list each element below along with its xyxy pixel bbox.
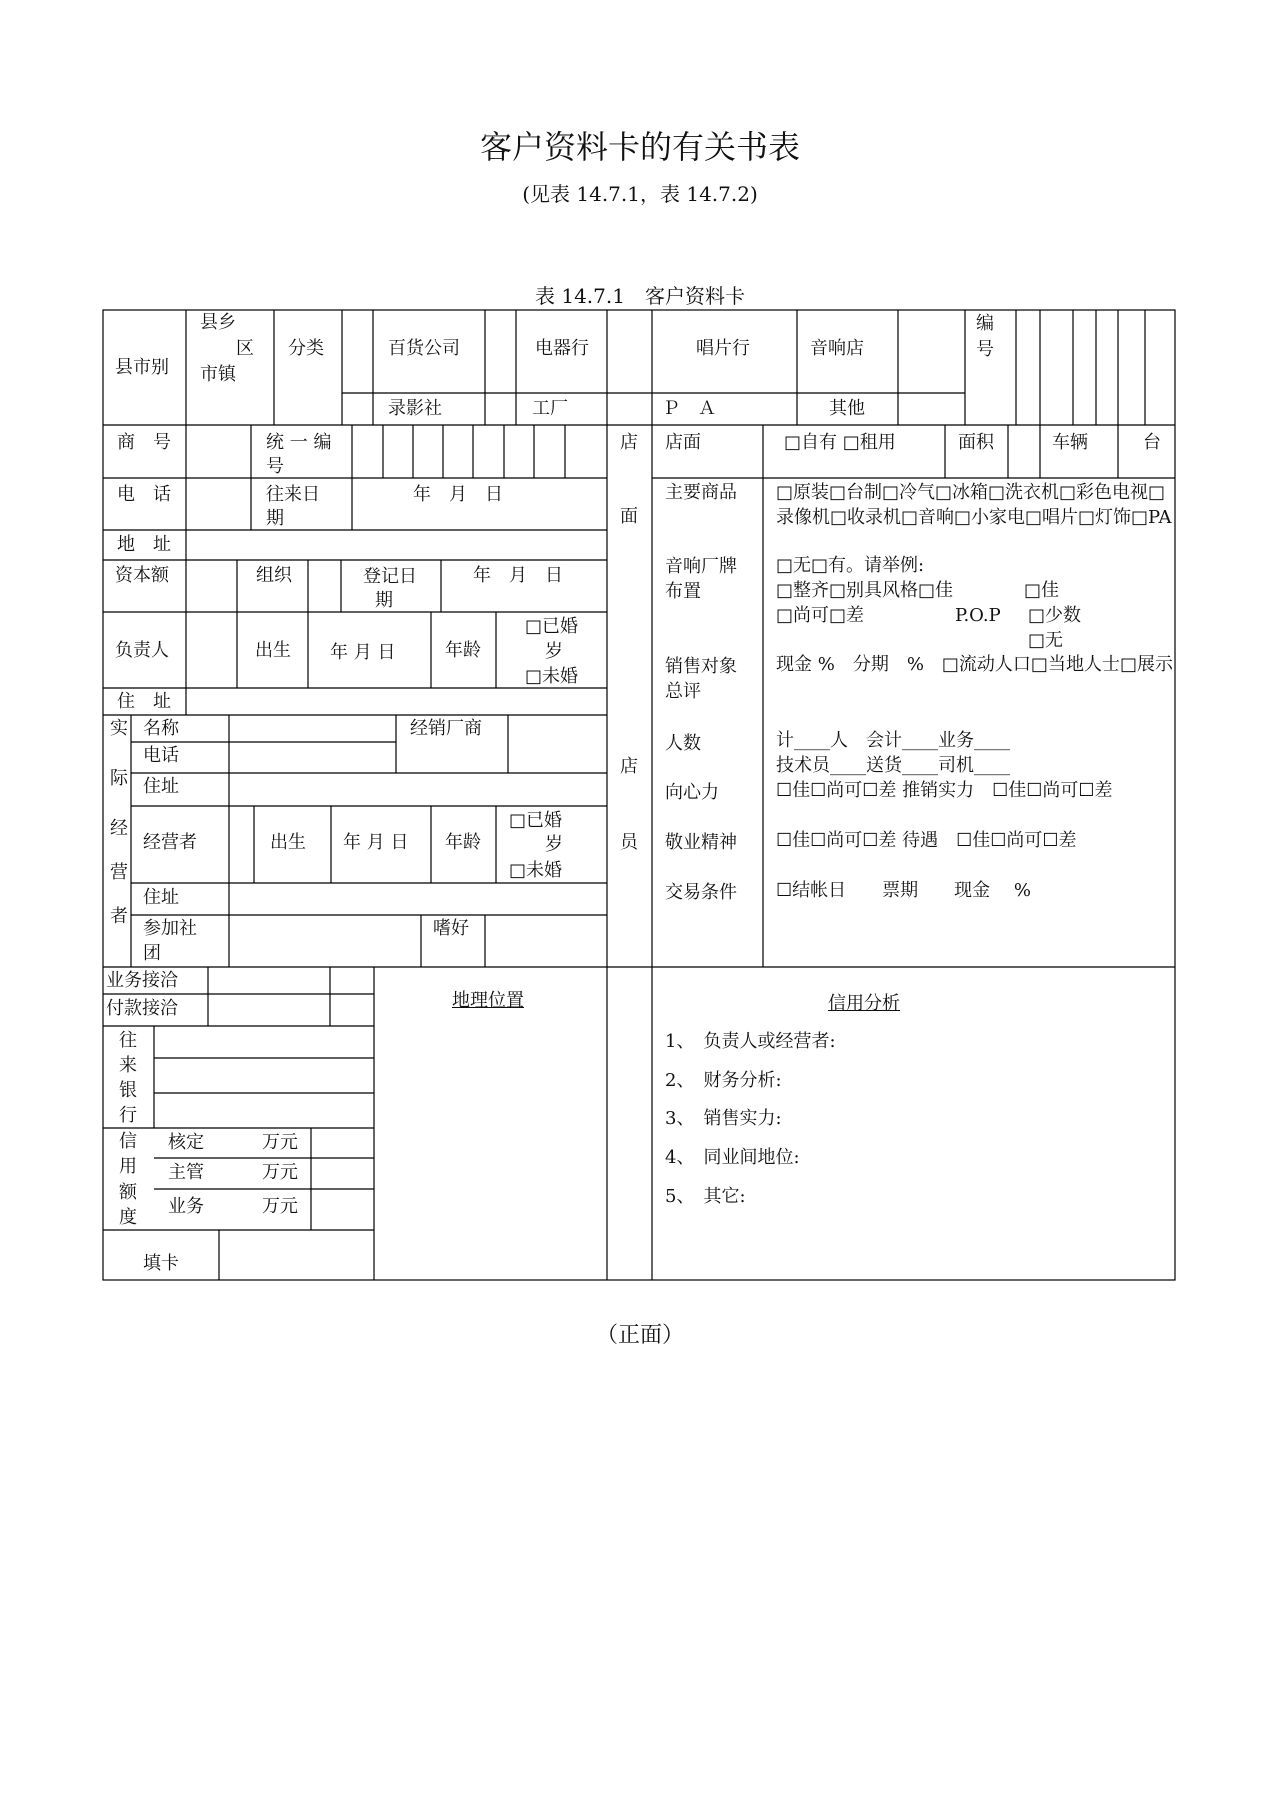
main-goods-label: 主要商品 <box>665 482 737 503</box>
audio-shop-option: 音响店 <box>810 338 864 359</box>
own-rent-checkboxes[interactable]: □自有 □租用 <box>784 432 896 453</box>
actual-operator-char-4: 营 <box>110 862 128 883</box>
operator-birth-label: 出生 <box>270 832 306 853</box>
trade-name-label: 商 号 <box>117 432 171 453</box>
operator-phone-label: 电话 <box>143 745 179 766</box>
dedication-options[interactable]: ☐佳☐尚可☐差 待遇 ☐佳☐尚可☐差 <box>776 830 1077 851</box>
trade-terms-options[interactable]: ☐结帐日 票期 现金 % <box>776 880 1031 901</box>
credit-char-4: 度 <box>119 1207 137 1228</box>
credit-char-3: 额 <box>119 1182 137 1203</box>
headcount-line-1: 计____人 会计____业务____ <box>776 730 1010 751</box>
credit-char-2: 用 <box>119 1156 137 1177</box>
bank-char-1: 往 <box>119 1030 137 1051</box>
pop-few-checkbox[interactable]: □少数 <box>1028 605 1082 626</box>
other-option: 其他 <box>829 398 865 419</box>
operator-birth-ymd: 年 月 日 <box>343 832 409 853</box>
actual-operator-char-2: 际 <box>110 768 128 789</box>
county-label: 县市别 <box>115 357 169 378</box>
address-label: 地 址 <box>117 534 171 555</box>
loyalty-label: 向心力 <box>665 782 719 803</box>
operator-age-label: 年龄 <box>445 832 481 853</box>
sales-target-label-b: 总评 <box>665 681 701 702</box>
capital-label: 资本额 <box>115 565 169 586</box>
unified-number-label-b: 号 <box>266 456 284 477</box>
vehicle-label: 车辆 <box>1052 432 1088 453</box>
hobby-label: 嗜好 <box>433 918 469 939</box>
pop-label: P.O.P <box>955 605 1001 626</box>
credit-analysis-item-4: 4、 同业间地位: <box>665 1147 800 1168</box>
staff-vertical-1: 店 <box>620 756 638 777</box>
front-side-label: （正面） <box>595 1323 684 1348</box>
brand-label-a: 音响厂牌 <box>665 556 737 577</box>
principal-label: 负责人 <box>115 640 169 661</box>
organization-label: 组织 <box>256 565 292 586</box>
town-label-c: 市镇 <box>200 364 236 385</box>
layout-quality-2[interactable]: □尚可□差 <box>776 605 865 626</box>
business-contact-label: 业务接洽 <box>106 970 178 991</box>
actual-operator-char-5: 者 <box>110 906 128 927</box>
credit-analysis-item-5: 5、 其它: <box>665 1186 746 1207</box>
video-option: 录影社 <box>388 398 442 419</box>
approved-label: 核定 <box>168 1132 204 1153</box>
manager-label: 主管 <box>168 1162 204 1183</box>
trade-terms-label: 交易条件 <box>665 882 737 903</box>
location-heading: 地理位置 <box>452 990 524 1011</box>
loyalty-options[interactable]: ☐佳☐尚可☐差 推销实力 ☐佳☐尚可☐差 <box>776 780 1113 801</box>
principal-unmarried-checkbox[interactable]: □未婚 <box>525 666 579 687</box>
brand-presence[interactable]: □无□有。请举例: <box>776 555 925 576</box>
number-label-b: 号 <box>976 339 994 360</box>
layout-quality[interactable]: □整齐□别具风格□佳 <box>776 580 954 601</box>
residence-label: 住 址 <box>117 691 171 712</box>
registration-date-ymd: 年 月 日 <box>473 565 563 586</box>
actual-operator-char-3: 经 <box>110 818 128 839</box>
table-caption: 表 14.7.1 客户资料卡 <box>535 284 745 308</box>
registration-date-label-b: 期 <box>375 590 393 611</box>
bank-char-2: 来 <box>119 1055 137 1076</box>
town-label-a: 县乡 <box>200 312 236 333</box>
storefront-label: 店面 <box>665 432 701 453</box>
record-shop-option: 唱片行 <box>696 338 750 359</box>
pa-option: Ｐ Ａ <box>662 398 716 419</box>
contact-date-label-b: 期 <box>266 508 284 529</box>
business-unit: 万元 <box>262 1196 298 1217</box>
registration-date-label-a: 登记日 <box>363 566 417 587</box>
credit-analysis-item-1: 1、 负责人或经营者: <box>665 1031 836 1052</box>
dealer-label: 经销厂商 <box>410 718 482 739</box>
dedication-label: 敬业精神 <box>665 832 737 853</box>
operator-name-label: 名称 <box>143 718 179 739</box>
principal-age-unit: 岁 <box>545 641 563 662</box>
operator-married-checkbox[interactable]: □已婚 <box>509 810 563 831</box>
operator-label: 经营者 <box>143 832 197 853</box>
main-goods-options-1[interactable]: □原装□台制□冷气□冰箱□洗衣机□彩色电视□ <box>776 482 1166 503</box>
credit-analysis-heading: 信用分析 <box>828 993 900 1014</box>
club-label-b: 团 <box>143 943 161 964</box>
contact-date-ymd: 年 月 日 <box>413 484 503 505</box>
payment-contact-label: 付款接洽 <box>106 998 178 1019</box>
unified-number-label-a: 统 一 编 <box>266 432 332 453</box>
filler-label: 填卡 <box>143 1253 179 1274</box>
approved-unit: 万元 <box>262 1132 298 1153</box>
brand-label-b: 布置 <box>665 581 701 602</box>
manager-unit: 万元 <box>262 1162 298 1183</box>
operator-unmarried-checkbox[interactable]: □未婚 <box>509 860 563 881</box>
town-label-b: 区 <box>236 338 254 359</box>
vehicle-unit: 台 <box>1143 432 1161 453</box>
number-label-a: 编 <box>976 313 994 334</box>
principal-age-label: 年龄 <box>445 640 481 661</box>
category-label: 分类 <box>288 338 324 359</box>
phone-label: 电 话 <box>117 484 171 505</box>
contact-date-label-a: 往来日 <box>266 484 320 505</box>
area-label: 面积 <box>958 432 994 453</box>
bank-char-3: 银 <box>119 1080 137 1101</box>
operator-address-label: 住址 <box>143 776 179 797</box>
headcount-line-2: 技术员____送货____司机____ <box>776 755 1010 776</box>
storefront-vertical-1: 店 <box>620 432 638 453</box>
credit-analysis-item-3: 3、 销售实力: <box>665 1108 782 1129</box>
sales-target-options[interactable]: 现金 % 分期 % □流动人口□当地人士□展示 <box>776 654 1173 675</box>
bank-char-4: 行 <box>119 1105 137 1126</box>
pop-none-checkbox[interactable]: □无 <box>1028 630 1064 651</box>
operator-residence-label: 住址 <box>143 887 179 908</box>
principal-married-checkbox[interactable]: □已婚 <box>525 616 579 637</box>
principal-birth-ymd: 年 月 日 <box>330 642 396 663</box>
appliance-option: 电器行 <box>535 338 589 359</box>
pop-good-checkbox[interactable]: □佳 <box>1024 580 1060 601</box>
principal-birth-label: 出生 <box>255 640 291 661</box>
operator-age-unit: 岁 <box>545 834 563 855</box>
business-label: 业务 <box>168 1196 204 1217</box>
credit-analysis-item-2: 2、 财务分析: <box>665 1070 782 1091</box>
page-title: 客户资料卡的有关书表 <box>479 128 800 166</box>
storefront-vertical-2: 面 <box>620 506 638 527</box>
sales-target-label-a: 销售对象 <box>665 656 737 677</box>
main-goods-options-2[interactable]: 录像机□收录机□音响□小家电□唱片□灯饰□PA <box>776 507 1172 528</box>
club-label-a: 参加社 <box>143 918 197 939</box>
actual-operator-char-1: 实 <box>110 718 128 739</box>
factory-option: 工厂 <box>532 398 568 419</box>
dept-store-option: 百货公司 <box>388 338 460 359</box>
page-subtitle: (见表 14.7.1，表 14.7.2) <box>522 182 758 206</box>
credit-char-1: 信 <box>119 1131 137 1152</box>
staff-vertical-2: 员 <box>620 832 638 853</box>
headcount-label: 人数 <box>665 733 701 754</box>
